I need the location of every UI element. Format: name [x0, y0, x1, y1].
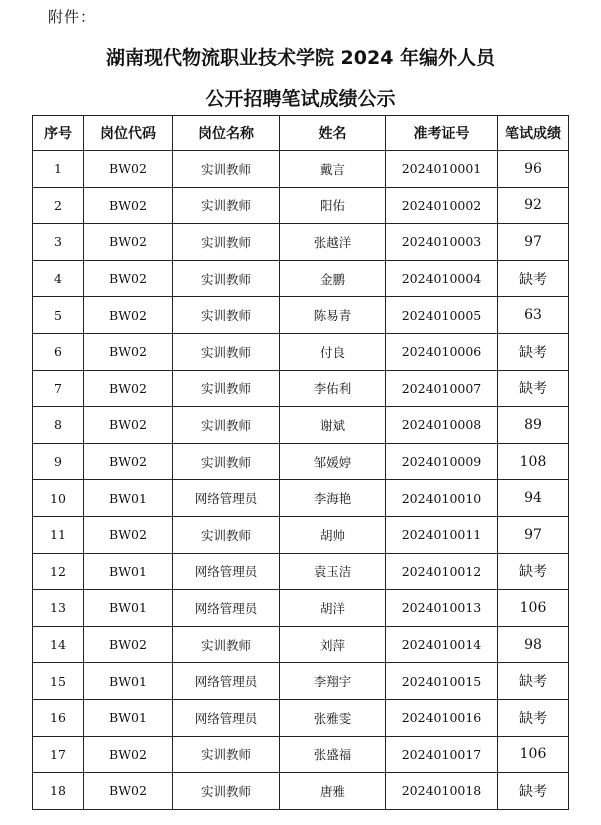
- cell-score: 89: [498, 407, 569, 444]
- cell-index: 13: [33, 590, 84, 627]
- cell-post-code: BW01: [84, 590, 173, 627]
- cell-name: 张越洋: [280, 224, 386, 261]
- cell-score: 97: [498, 516, 569, 553]
- cell-score: 缺考: [498, 553, 569, 590]
- cell-post-code: BW02: [84, 407, 173, 444]
- cell-post-code: BW01: [84, 663, 173, 700]
- cell-post-code: BW02: [84, 297, 173, 334]
- cell-score: 96: [498, 151, 569, 188]
- cell-name: 付良: [280, 333, 386, 370]
- cell-score: 92: [498, 187, 569, 224]
- cell-name: 李佑利: [280, 370, 386, 407]
- cell-post-code: BW02: [84, 626, 173, 663]
- cell-post-code: BW02: [84, 443, 173, 480]
- cell-index: 16: [33, 699, 84, 736]
- cell-name: 胡洋: [280, 590, 386, 627]
- cell-post-code: BW02: [84, 260, 173, 297]
- cell-post-name: 实训教师: [173, 407, 280, 444]
- cell-index: 7: [33, 370, 84, 407]
- cell-index: 9: [33, 443, 84, 480]
- cell-score: 缺考: [498, 333, 569, 370]
- cell-post-name: 实训教师: [173, 736, 280, 773]
- cell-score: 97: [498, 224, 569, 261]
- cell-index: 3: [33, 224, 84, 261]
- table-row: [33, 187, 569, 224]
- cell-post-name: 网络管理员: [173, 590, 280, 627]
- table-row: [33, 224, 569, 261]
- cell-exam-number: 2024010001: [386, 151, 498, 188]
- cell-name: 谢斌: [280, 407, 386, 444]
- table-row: [33, 553, 569, 590]
- cell-post-code: BW01: [84, 553, 173, 590]
- cell-post-name: 网络管理员: [173, 553, 280, 590]
- cell-name: 陈易青: [280, 297, 386, 334]
- cell-post-name: 实训教师: [173, 626, 280, 663]
- cell-score: 108: [498, 443, 569, 480]
- table-row: [33, 590, 569, 627]
- cell-post-name: 实训教师: [173, 151, 280, 188]
- cell-exam-number: 2024010008: [386, 407, 498, 444]
- document-title: 湖南现代物流职业技术学院 2024 年编外人员: [105, 47, 496, 69]
- cell-name: 张雅雯: [280, 699, 386, 736]
- cell-index: 2: [33, 187, 84, 224]
- cell-score: 106: [498, 590, 569, 627]
- cell-post-name: 网络管理员: [173, 663, 280, 700]
- cell-index: 14: [33, 626, 84, 663]
- cell-index: 12: [33, 553, 84, 590]
- cell-post-name: 实训教师: [173, 187, 280, 224]
- table-row: [33, 663, 569, 700]
- table-row: [33, 773, 569, 810]
- cell-index: 17: [33, 736, 84, 773]
- cell-exam-number: 2024010012: [386, 553, 498, 590]
- cell-index: 8: [33, 407, 84, 444]
- cell-post-code: BW02: [84, 224, 173, 261]
- cell-score: 缺考: [498, 663, 569, 700]
- cell-post-name: 实训教师: [173, 516, 280, 553]
- cell-exam-number: 2024010018: [386, 773, 498, 810]
- cell-exam-number: 2024010016: [386, 699, 498, 736]
- header-name: 姓名: [280, 116, 386, 151]
- cell-exam-number: 2024010006: [386, 333, 498, 370]
- cell-index: 5: [33, 297, 84, 334]
- cell-post-name: 实训教师: [173, 260, 280, 297]
- cell-score: 缺考: [498, 699, 569, 736]
- cell-exam-number: 2024010011: [386, 516, 498, 553]
- cell-exam-number: 2024010003: [386, 224, 498, 261]
- cell-post-name: 实训教师: [173, 370, 280, 407]
- attachment-label: 附件：: [48, 8, 97, 26]
- header-exam-number: 准考证号: [386, 116, 498, 151]
- cell-post-name: 网络管理员: [173, 480, 280, 517]
- cell-post-code: BW02: [84, 370, 173, 407]
- table-row: [33, 699, 569, 736]
- cell-index: 1: [33, 151, 84, 188]
- cell-name: 胡帅: [280, 516, 386, 553]
- cell-index: 11: [33, 516, 84, 553]
- cell-name: 李海艳: [280, 480, 386, 517]
- cell-post-code: BW01: [84, 480, 173, 517]
- cell-name: 刘萍: [280, 626, 386, 663]
- cell-exam-number: 2024010002: [386, 187, 498, 224]
- cell-post-name: 实训教师: [173, 773, 280, 810]
- cell-post-code: BW02: [84, 516, 173, 553]
- cell-exam-number: 2024010015: [386, 663, 498, 700]
- cell-exam-number: 2024010017: [386, 736, 498, 773]
- cell-post-code: BW02: [84, 333, 173, 370]
- cell-post-name: 实训教师: [173, 443, 280, 480]
- cell-post-name: 网络管理员: [173, 699, 280, 736]
- score-table: [32, 115, 569, 810]
- header-post-name: 岗位名称: [173, 116, 280, 151]
- cell-post-code: BW02: [84, 773, 173, 810]
- cell-index: 6: [33, 333, 84, 370]
- cell-post-code: BW02: [84, 736, 173, 773]
- cell-post-code: BW02: [84, 151, 173, 188]
- cell-post-name: 实训教师: [173, 297, 280, 334]
- cell-exam-number: 2024010004: [386, 260, 498, 297]
- cell-name: 李翔宇: [280, 663, 386, 700]
- table-row: [33, 516, 569, 553]
- cell-name: 唐雅: [280, 773, 386, 810]
- cell-index: 10: [33, 480, 84, 517]
- cell-exam-number: 2024010014: [386, 626, 498, 663]
- table-row: [33, 407, 569, 444]
- table-row: [33, 443, 569, 480]
- cell-exam-number: 2024010005: [386, 297, 498, 334]
- table-row: [33, 151, 569, 188]
- cell-name: 袁玉洁: [280, 553, 386, 590]
- cell-exam-number: 2024010010: [386, 480, 498, 517]
- cell-score: 94: [498, 480, 569, 517]
- cell-score: 106: [498, 736, 569, 773]
- cell-post-code: BW01: [84, 699, 173, 736]
- table-row: [33, 333, 569, 370]
- cell-exam-number: 2024010007: [386, 370, 498, 407]
- table-row: [33, 260, 569, 297]
- header-row: [33, 116, 569, 151]
- cell-exam-number: 2024010009: [386, 443, 498, 480]
- cell-score: 缺考: [498, 773, 569, 810]
- cell-post-name: 实训教师: [173, 224, 280, 261]
- header-score: 笔试成绩: [498, 116, 569, 151]
- cell-name: 阳佑: [280, 187, 386, 224]
- cell-index: 15: [33, 663, 84, 700]
- table-row: [33, 736, 569, 773]
- cell-exam-number: 2024010013: [386, 590, 498, 627]
- cell-name: 邹媛婷: [280, 443, 386, 480]
- table-row: [33, 480, 569, 517]
- cell-name: 戴言: [280, 151, 386, 188]
- table-row: [33, 297, 569, 334]
- cell-index: 18: [33, 773, 84, 810]
- cell-name: 金鹏: [280, 260, 386, 297]
- cell-score: 缺考: [498, 260, 569, 297]
- cell-score: 63: [498, 297, 569, 334]
- cell-index: 4: [33, 260, 84, 297]
- header-post-code: 岗位代码: [84, 116, 173, 151]
- table-row: [33, 626, 569, 663]
- cell-score: 98: [498, 626, 569, 663]
- cell-post-name: 实训教师: [173, 333, 280, 370]
- document-subtitle: 公开招聘笔试成绩公示: [205, 88, 396, 110]
- cell-score: 缺考: [498, 370, 569, 407]
- table-row: [33, 370, 569, 407]
- cell-post-code: BW02: [84, 187, 173, 224]
- header-index: 序号: [33, 116, 84, 151]
- cell-name: 张盛福: [280, 736, 386, 773]
